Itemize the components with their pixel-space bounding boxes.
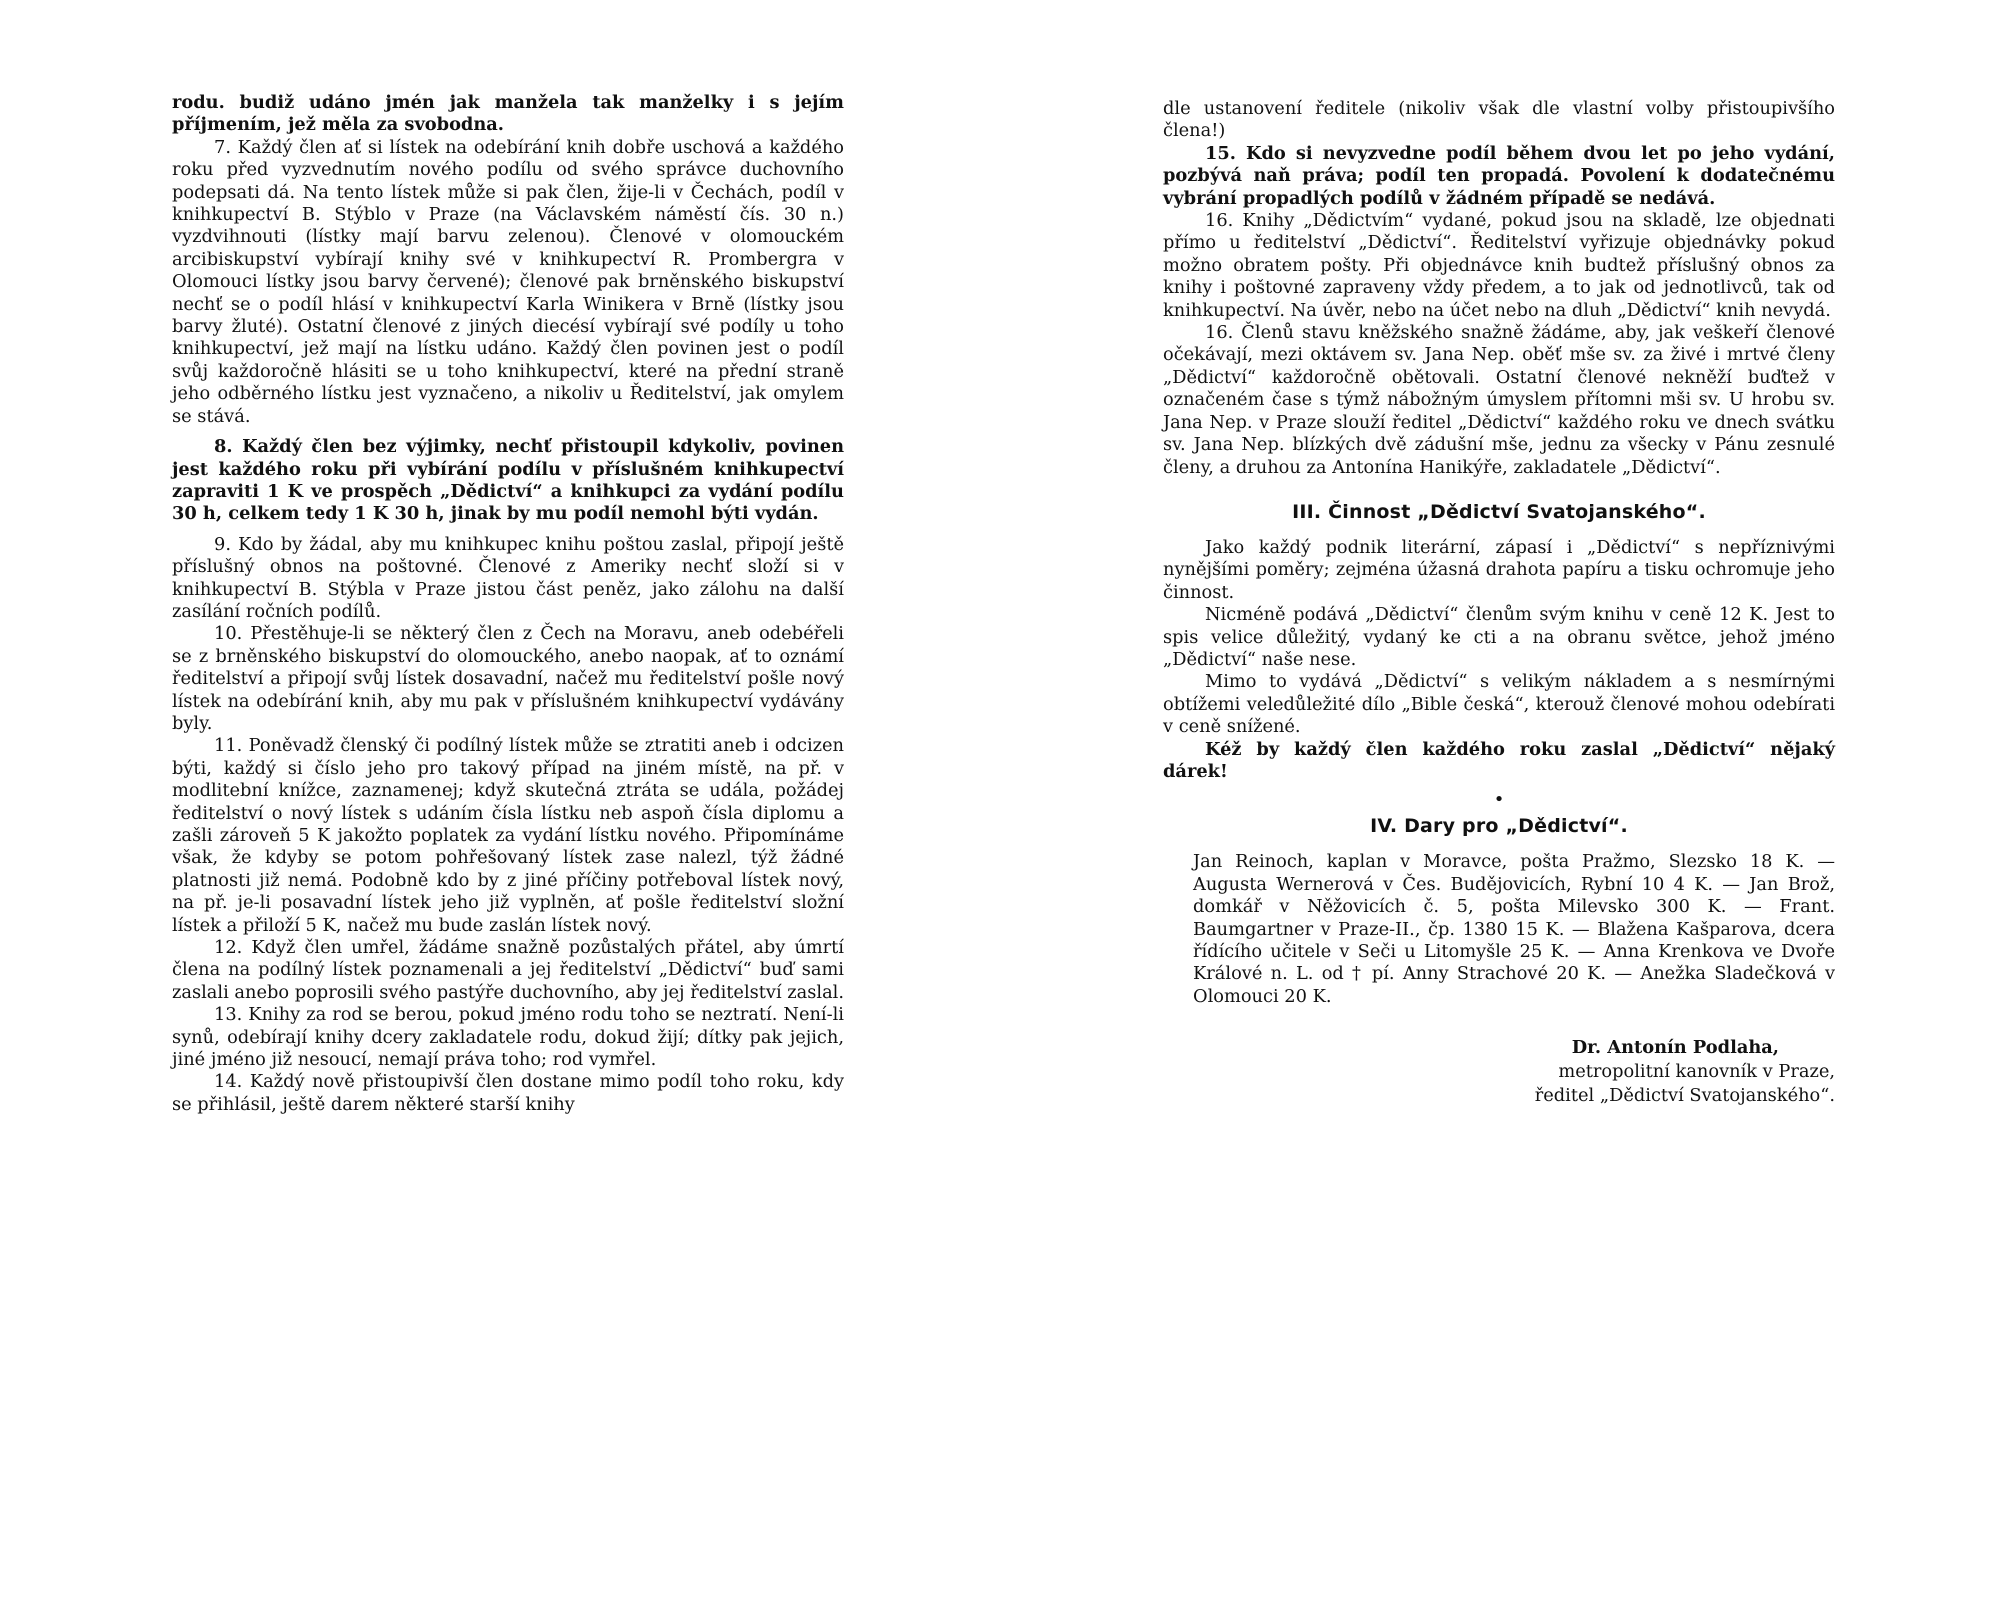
paragraph: Jako každý podnik literární, zápasí i „Dědictví“ s nepříznivými nynějšími poměry; zejména úžasná drahota papíru a tisku ochromuje jeho činnost. [1163, 536, 1835, 603]
signature-block [1163, 1036, 1835, 1108]
left-page-text [172, 92, 844, 1116]
paragraph: 14. Každý nově přistoupivší člen dostane mimo podíl toho roku, kdy se přihlásil, ještě darem některé starší knihy [172, 1071, 844, 1115]
section-3-heading: III. Činnost „Dědictví Svatojanského“. [1292, 500, 1706, 523]
paragraph: rodu. budiž udáno jmén jak manžela tak manželky i s jejím příjmením, jež měla za svobodna. [172, 92, 844, 136]
paragraph: 9. Kdo by žádal, aby mu knihkupec knihu poštou zaslal, připojí ještě příslušný obnos na poštovné. Členové z Ameriky nechť složí si v knihkupectví B. Stýbla v Praze jistou část peněz, jako zálohu na další zasílání ročních podílů. [172, 533, 844, 622]
paragraph: Kéž by každý člen každého roku zaslal „Dědictví“ nějaký dárek! [1163, 738, 1835, 782]
paragraph: 12. Když člen umřel, žádáme snažně pozůstalých přátel, aby úmrtí člena na podílný lístek poznamenali a jej ředitelství „Dědictví“ buď sami zaslali anebo poprosili svého pastýře duchovního, aby jej ředitelství zaslal. [172, 937, 845, 1003]
paragraph: 11. Poněvadž členský či podílný lístek může se ztratiti aneb i odcizen býti, každý si číslo jeho pro takový případ na jiném místě, na př. v modlitební knížce, zaznamenej; když skutečná ztráta se udála, požádej ředitelství o nový lístek s udáním čísla lístku neb aspoň čísla diplomu a zašli zároveň 5 K jakožto poplatek za vydání lístku nového. Připomínáme však, že kdyby se potom pohřešovaný lístek zase nalezl, týž žádné platnosti již nemá. Podobně kdo by z jiné příčiny potřeboval lístek nový, na př. je-li posavadní lístek jeho již vyplněn, ať pošle ředitelství složní lístek a přiloží 5 K, načež mu bude zaslán lístek nový. [172, 735, 844, 936]
left-page [172, 92, 844, 1593]
right-page [1163, 98, 1835, 1599]
paragraph: dle ustanovení ředitele (nikoliv však dle vlastní volby přistoupivšího člena!) [1163, 98, 1835, 142]
paragraph: 15. Kdo si nevyzvedne podíl během dvou let po jeho vydání, pozbývá naň práva; podíl ten propadá. Povolení k dodatečnému vybrání propadlých podílů v žádném případě se nedává. [1163, 142, 1835, 209]
signature-title-2: ředitel „Dědictví Svatojanského“. [1534, 1085, 1835, 1107]
paragraph: 16. Členů stavu kněžského snažně žádáme, aby, jak veškeří členové očekávají, mezi oktávem sv. Jana Nep. oběť mše sv. za živé i mrtvé členy „Dědictví“ každoročně obětovali. Ostatní členové nekněží buďtež v označeném čase s týmž nábožným úmyslem přítomni mši sv. U hrobu sv. Jana Nep. v Praze slouží ředitel „Dědictví“ každého roku ve dnech svátku sv. Jana Nep. blízkých dvě zádušní mše, jednu za všecky v Pánu zesnulé členy, a druhou za Antonína Hanikýře, zakladatele „Dědictví“. [1163, 322, 1835, 478]
paragraph: 10. Přestěhuje-li se některý člen z Čech na Moravu, aneb odebéřeli se z brněnského biskupství do olomouckého, anebo naopak, ať to oznámí ředitelství a připojí svůj lístek dosavadní, načež mu ředitelství pošle nový lístek na odebírání knih, aby mu pak v příslušném knihkupectví vydávány byly. [172, 623, 844, 734]
right-page-rules [1163, 98, 1835, 479]
paragraph: 8. Každý člen bez výjimky, nechť přistoupil kdykoliv, povinen jest každého roku při vybírání podílu v příslušném knihkupectví zapraviti 1 K ve prospěch „Dědictví“ a knihkupci za vydání podílu 30 h, celkem tedy 1 K 30 h, jinak by mu podíl nemohl býti vydán. [172, 436, 844, 525]
paragraph: Mimo to vydává „Dědictví“ s velikým nákladem a s nesmírnými obtížemi veledůležité dílo „Bible česká“, kterouž členové mohou odebírati v ceně snížené. [1163, 671, 1835, 738]
signature-name: Dr. Antonín Podlaha, [1571, 1037, 1779, 1059]
paragraph: 16. Knihy „Dědictvím“ vydané, pokud jsou na skladě, lze objednati přímo u ředitelství „Dědictví“. Ředitelství vyřizuje objednávky pokud možno obratem pošty. Při objednávce knih budtež příslušný obnos za knihy i poštovné zapraveny vždy předem, a to jak od jednotlivců, tak od knihkupectví. Na úvěr, nebo na účet nebo na dluh „Dědictví“ knih nevydá. [1163, 210, 1835, 321]
signature-title-1: metropolitní kanovník v Praze, [1558, 1061, 1835, 1083]
paragraph: 7. Každý člen ať si lístek na odebírání knih dobře uschová a každého roku před vyzvednutím nového podílu od svého správce duchovního podepsati dá. Na tento lístek může si pak člen, žije-li v Čechách, podíl v knihkupectví B. Stýblo v Praze (na Václavském náměstí čís. 30 n.) vyzdvihnouti (lístky mají barvu zelenou). Členové v olomouckém arcibiskupství vybírají knihy své v knihkupectví R. Prombergra v Olomouci lístky jsou barvy červené); členové pak brněnského biskupství nechť se o podíl hlásí v knihkupectví Karla Winikera v Brně (lístky jsou barvy žluté). Ostatní členové z jiných diecésí vybírají své podíly u toho knihkupectví, jež mají na lístku udáno. Každý člen povinen jest o podíl svůj každoročně hlásiti se u toho knihkupectví, které na přední straně jeho odběrného lístku jest vyznačeno, a nikoliv u Ředitelství, jak omylem se stává. [172, 136, 844, 427]
section-3-body [1163, 537, 1835, 783]
separator-dot: • [1493, 789, 1505, 811]
section-4-heading: IV. Dary pro „Dědictví“. [1370, 815, 1628, 838]
paragraph: 13. Knihy za rod se berou, pokud jméno rodu toho se neztratí. Není-li synů, odebírají knihy dcery zakladatele rodu, dokud žijí; dítky pak jejich, jiné jméno již nesoucí, nemají práva toho; rod vymřel. [172, 1004, 844, 1071]
paragraph: Nicméně podává „Dědictví“ členům svým knihu v ceně 12 K. Jest to spis velice důležitý, vydaný ke cti a na obranu světce, jehož jméno „Dědictví“ naše nese. [1163, 604, 1835, 670]
donations-list: Jan Reinoch, kaplan v Moravce, pošta Pražmo, Slezsko 18 K. — Augusta Wernerová v Čes. Budějovicích, Rybní 10 4 K. — Jan Brož, domkář v Něžovicích č. 5, pošta Milevsko 300 K. — Frant. Baumgartner v Praze-II., čp. 1380 15 K. — Blažena Kašparova, dcera řídícího učitele v Seči u Litomyšle 25 K. — Anna Krenkova ve Dvoře Králové n. L. od † pí. Anny Strachové 20 K. — Anežka Sladečková v Olomouci 20 K. [1193, 851, 1835, 1007]
